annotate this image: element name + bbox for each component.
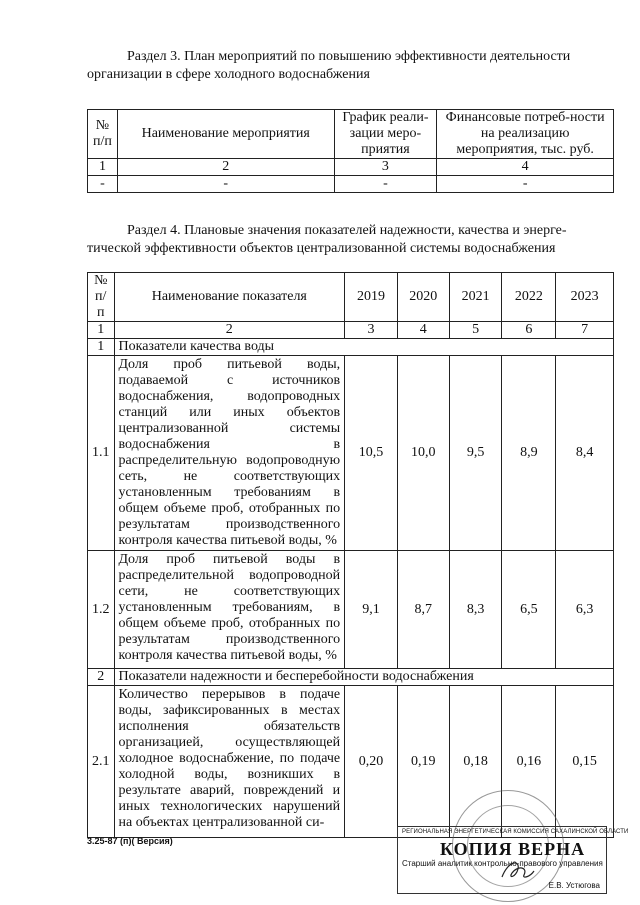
indicator-name: Количество перерывов в подаче воды, зафиксированных в местах исполнения обязательств организацией, осуществляющей холодное водоснабжение, по подаче холодной воды, возникших в результате аварий, повреждений и иных технологических нарушений на объектах централизованной си- xyxy=(114,686,345,838)
group-number: 2 xyxy=(88,669,115,686)
section4-table xyxy=(87,272,614,838)
table-cell: - xyxy=(88,176,118,193)
group-title: Показатели качества воды xyxy=(114,339,614,356)
section3-heading-line2: организации в сфере холодного водоснабжения xyxy=(87,67,370,82)
table-cell: - xyxy=(437,176,614,193)
section4-numbering-row xyxy=(88,322,614,339)
row-number: 1.2 xyxy=(88,551,115,669)
table-row xyxy=(88,551,614,669)
indicator-value: 8,3 xyxy=(449,551,502,669)
row-number: 1.1 xyxy=(88,356,115,551)
row-number: 2.1 xyxy=(88,686,115,838)
indicator-value: 8,7 xyxy=(397,551,449,669)
section4-header-year: 2022 xyxy=(502,273,556,322)
group-row-quality xyxy=(88,339,614,356)
section4-col-number: 5 xyxy=(449,322,502,339)
section4-col-number: 1 xyxy=(88,322,115,339)
section4-header-num: № п/п xyxy=(88,273,115,322)
section3-col-number: 2 xyxy=(117,159,334,176)
section4-header-name: Наименование показателя xyxy=(114,273,345,322)
stamp-signer-name: Е.В. Устюгова xyxy=(548,881,600,890)
group-number: 1 xyxy=(88,339,115,356)
section4-header-row xyxy=(88,273,614,322)
section3-heading xyxy=(127,48,570,65)
section3-heading-line1: Раздел 3. План мероприятий по повышению эффективности деятельности xyxy=(127,49,571,64)
indicator-value: 8,4 xyxy=(556,356,614,551)
indicator-value: 0,15 xyxy=(556,686,614,838)
section4-header-year: 2023 xyxy=(556,273,614,322)
group-row-reliability xyxy=(88,669,614,686)
section3-col-number: 1 xyxy=(88,159,118,176)
section3-numbering-row xyxy=(88,159,614,176)
section4-col-number: 6 xyxy=(502,322,556,339)
indicator-name: Доля проб питьевой воды, подаваемой с источников водоснабжения, водопроводных станций или иных объектов централизованной системы водоснабжения в распределительную водопроводную сеть, не соответствующих установленным требованиям в общем объеме проб, отобранных по результатам производственного контроля качества питьевой воды, % xyxy=(114,356,345,551)
section3-header-num: № п/п xyxy=(88,110,118,159)
group-title: Показатели надежности и бесперебойности водоснабжения xyxy=(114,669,614,686)
indicator-value: 10,5 xyxy=(345,356,398,551)
indicator-value: 9,1 xyxy=(345,551,398,669)
indicator-value: 6,5 xyxy=(502,551,556,669)
section3-col-number: 3 xyxy=(334,159,437,176)
section4-col-number: 4 xyxy=(397,322,449,339)
section4-heading-line2: тической эффективности объектов централизованной системы водоснабжения xyxy=(87,241,556,256)
section3-col-number: 4 xyxy=(437,159,614,176)
indicator-value: 0,20 xyxy=(345,686,398,838)
table-cell: - xyxy=(334,176,437,193)
section4-heading-line1: Раздел 4. Плановые значения показателей надежности, качества и энерге- xyxy=(127,223,567,238)
section3-header-name: Наименование мероприятия xyxy=(117,110,334,159)
section3-heading-cont xyxy=(87,66,370,83)
section4-col-number: 7 xyxy=(556,322,614,339)
indicator-value: 0,18 xyxy=(449,686,502,838)
section4-header-year: 2020 xyxy=(397,273,449,322)
stamp-copy-label: КОПИЯ ВЕРНА xyxy=(440,839,586,859)
section4-heading xyxy=(127,222,567,239)
section3-header-finance: Финансовые потреб-ности на реализацию мероприятия, тыс. руб. xyxy=(437,110,614,159)
section4-heading-cont xyxy=(87,240,555,257)
section4-header-year: 2019 xyxy=(345,273,398,322)
table-row xyxy=(88,176,614,193)
stamp-organization: РЕГИОНАЛЬНАЯ ЭНЕРГЕТИЧЕСКАЯ КОМИССИЯ САХАЛИНСКОЙ ОБЛАСТИ xyxy=(402,829,629,835)
indicator-name: Доля проб питьевой воды в распределительной водопроводной сети, не соответствующих установленным требованиям, в общем объеме проб, отобранных по результатам производственного контроля качества питьевой воды, % xyxy=(114,551,345,669)
indicator-value: 8,9 xyxy=(502,356,556,551)
stamp-position: Старший аналитик контрольно-правового управления xyxy=(402,859,603,868)
indicator-value: 0,19 xyxy=(397,686,449,838)
table-cell: - xyxy=(117,176,334,193)
section3-header-schedule: График реали-зации меро-приятия xyxy=(334,110,437,159)
section3-header-row xyxy=(88,110,614,159)
section4-col-number: 3 xyxy=(345,322,398,339)
section4-col-number: 2 xyxy=(114,322,345,339)
section4-header-year: 2021 xyxy=(449,273,502,322)
section3-table xyxy=(87,109,614,193)
document-code: 3.25-87 (п)( Версия) xyxy=(87,836,173,846)
signature-icon xyxy=(498,857,538,883)
indicator-value: 9,5 xyxy=(449,356,502,551)
table-row xyxy=(88,356,614,551)
indicator-value: 10,0 xyxy=(397,356,449,551)
indicator-value: 0,16 xyxy=(502,686,556,838)
indicator-value: 6,3 xyxy=(556,551,614,669)
